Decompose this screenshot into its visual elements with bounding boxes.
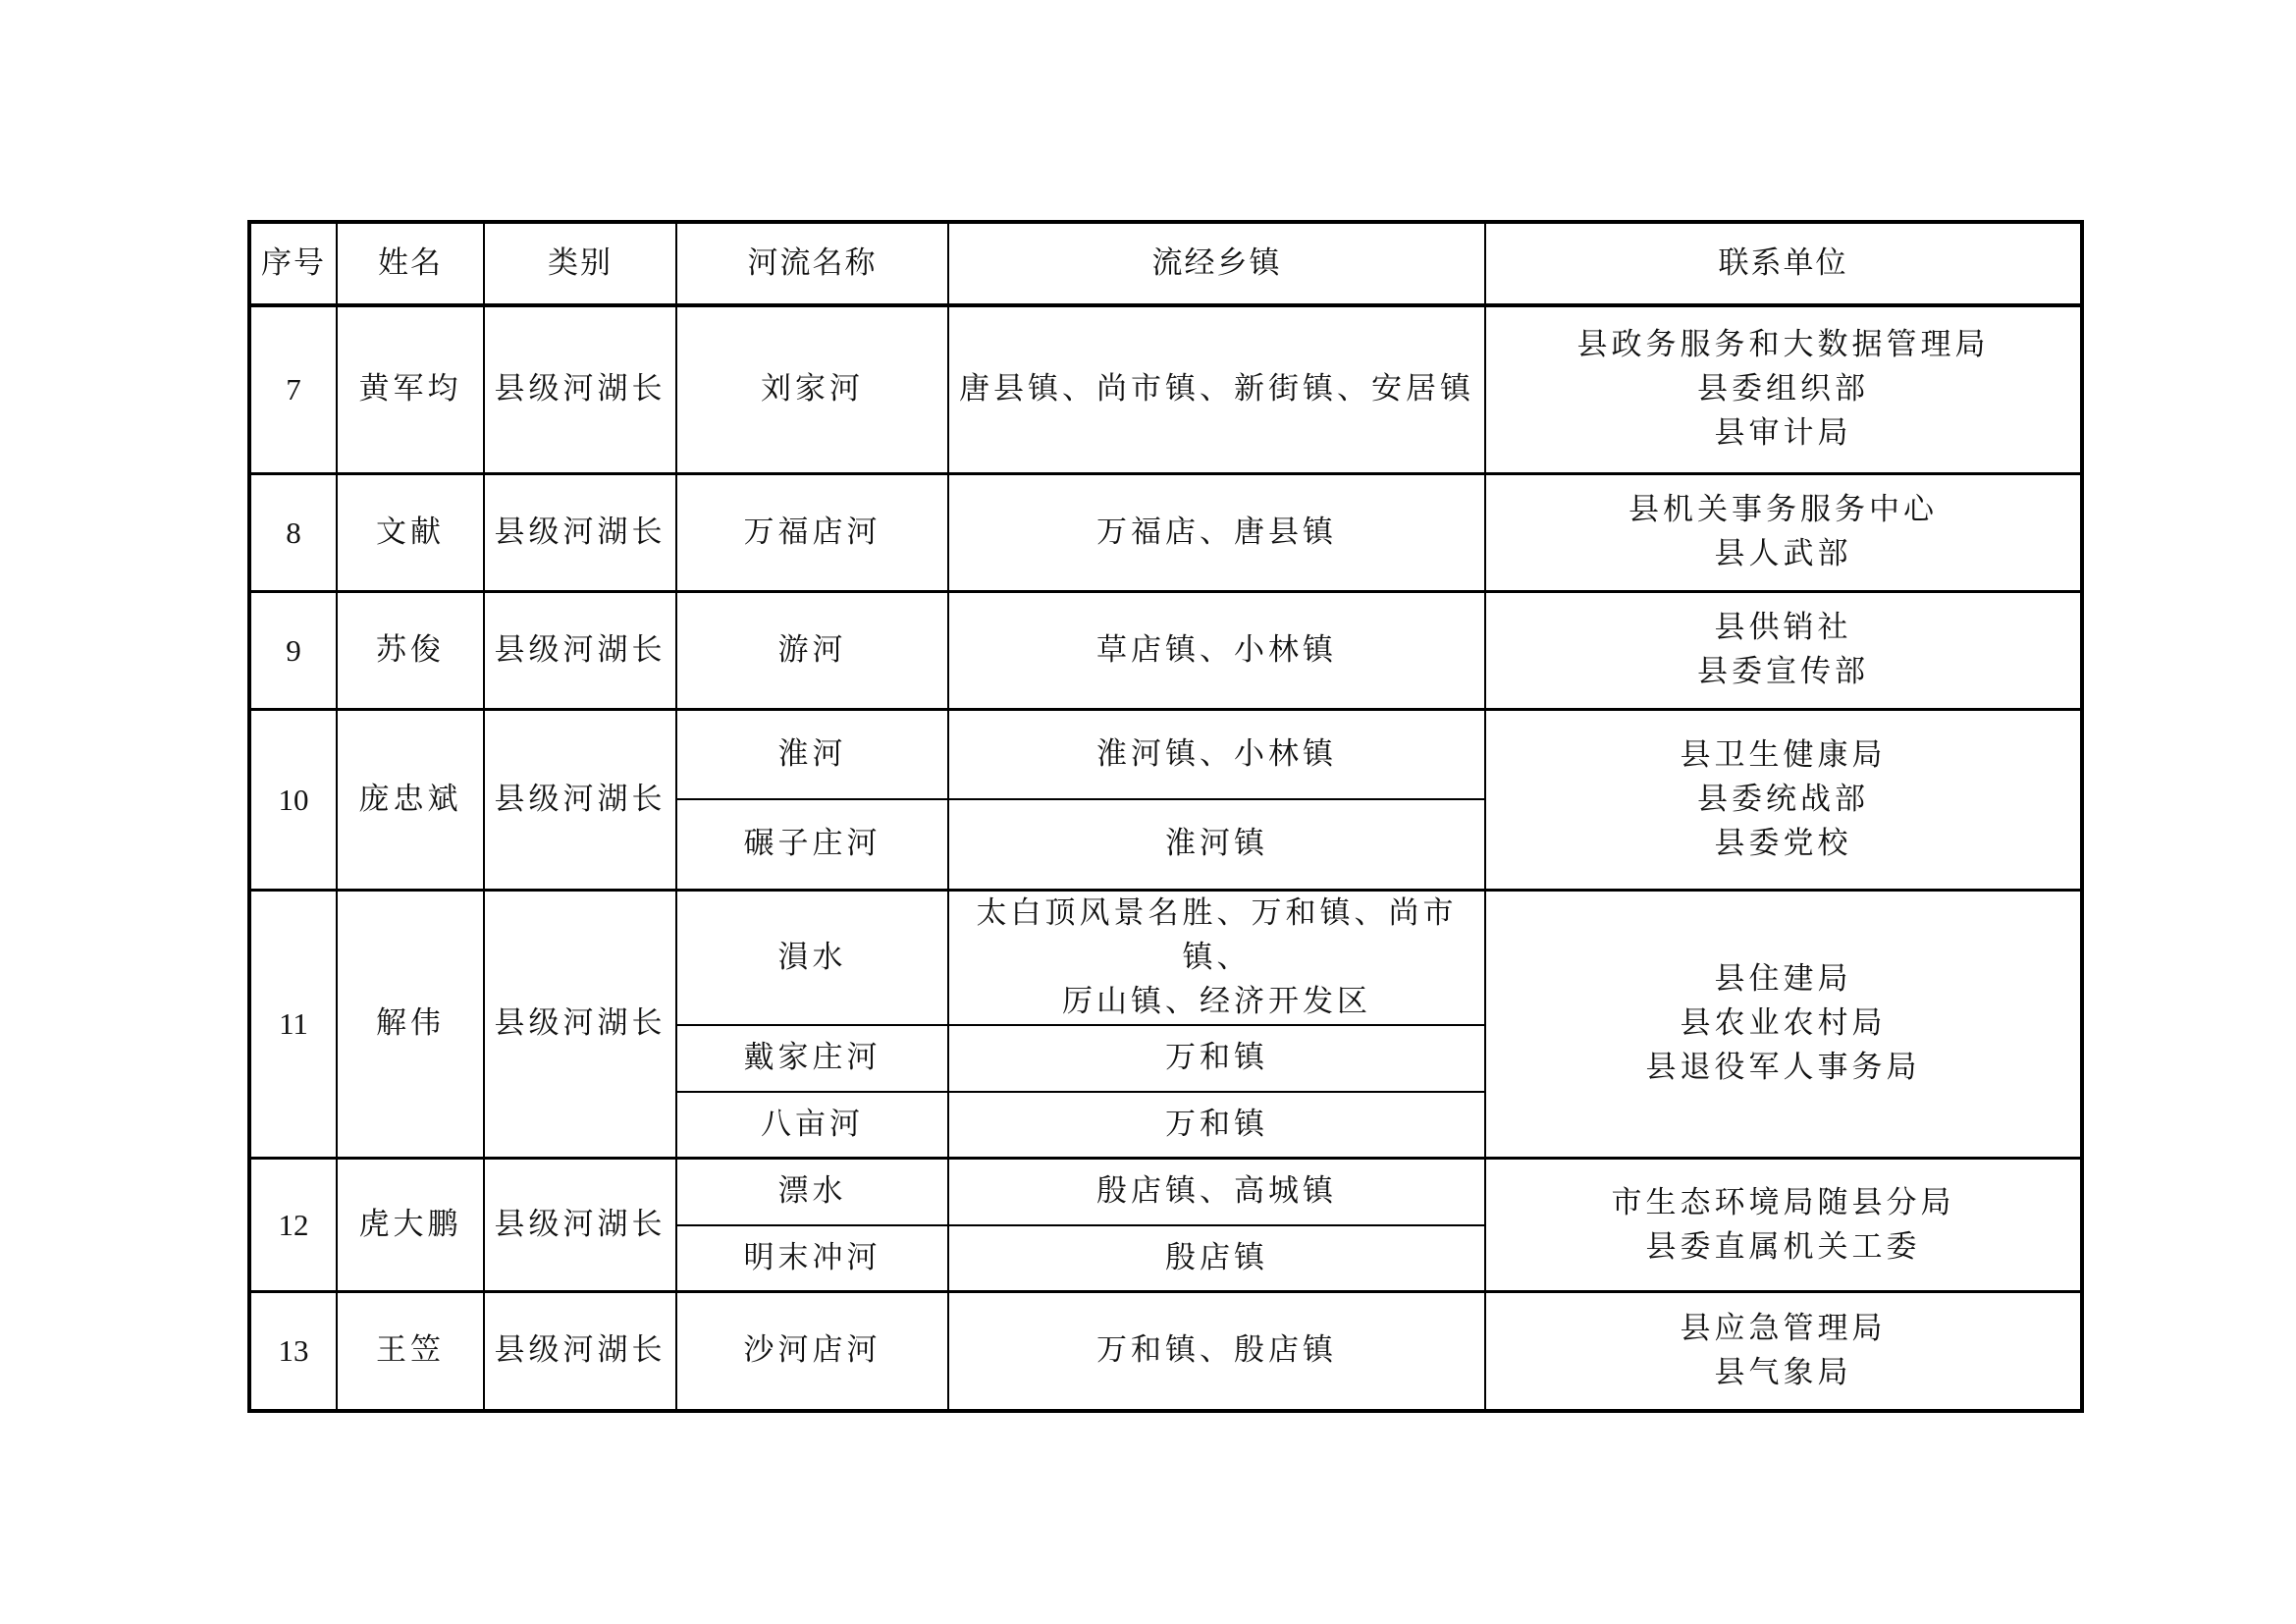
seq-cell: 7 [249, 305, 337, 473]
river-cell: 沙河店河 [676, 1292, 948, 1411]
river-cell: 刘家河 [676, 305, 948, 473]
contact-cell [1485, 305, 2082, 473]
towns-line: 殷店镇、高城镇 [1096, 1173, 1337, 1210]
contact-cell [1485, 1292, 2082, 1411]
towns-line: 万和镇 [1165, 1106, 1268, 1142]
category-cell: 县级河湖长 [484, 305, 676, 473]
category-cell: 县级河湖长 [484, 1292, 676, 1411]
towns-line: 太白顶风景名胜、万和镇、尚市镇、 [976, 894, 1458, 975]
towns-line: 殷店镇 [1165, 1239, 1268, 1275]
contact-line: 县供销社 [1714, 610, 1852, 645]
header-contact: 联系单位 [1485, 222, 2082, 305]
name-cell: 王笠 [337, 1292, 484, 1411]
contact-line: 县住建局 [1714, 961, 1852, 998]
towns-line: 万和镇、殷店镇 [1096, 1332, 1337, 1369]
towns-cell [948, 890, 1485, 1025]
contact-line: 县委组织部 [1697, 371, 1869, 407]
river-cell: 溳水 [676, 890, 948, 1025]
contact-cell [1485, 890, 2082, 1159]
contact-line: 县审计局 [1714, 415, 1852, 452]
name-cell: 苏俊 [337, 591, 484, 709]
table-row [249, 305, 2082, 473]
river-cell: 戴家庄河 [676, 1025, 948, 1092]
name-cell: 文献 [337, 473, 484, 591]
contact-line: 县委统战部 [1697, 781, 1869, 817]
river-cell: 碾子庄河 [676, 799, 948, 890]
table-row [249, 473, 2082, 591]
header-seq: 序号 [249, 222, 337, 305]
contact-line: 县应急管理局 [1680, 1310, 1887, 1346]
towns-line: 万和镇 [1165, 1040, 1268, 1075]
table-row [249, 1159, 2082, 1225]
seq-cell: 9 [249, 591, 337, 709]
name-cell: 虎大鹏 [337, 1159, 484, 1292]
contact-line: 县机关事务服务中心 [1629, 492, 1938, 527]
river-cell: 淮河 [676, 709, 948, 799]
contact-line: 县农业农村局 [1680, 1005, 1887, 1042]
header-river: 河流名称 [676, 222, 948, 305]
name-cell: 解伟 [337, 890, 484, 1159]
contact-line: 市生态环境局随县分局 [1611, 1184, 1955, 1220]
towns-line: 唐县镇、尚市镇、新街镇、安居镇 [959, 371, 1474, 407]
river-cell: 万福店河 [676, 473, 948, 591]
river-cell: 游河 [676, 591, 948, 709]
seq-cell: 11 [249, 890, 337, 1159]
seq-cell: 12 [249, 1159, 337, 1292]
contact-cell [1485, 709, 2082, 890]
category-cell: 县级河湖长 [484, 709, 676, 890]
contact-cell [1485, 591, 2082, 709]
contact-line: 县委直属机关工委 [1645, 1228, 1921, 1265]
river-cell: 八亩河 [676, 1092, 948, 1159]
towns-cell [948, 709, 1485, 799]
river-cell: 漂水 [676, 1159, 948, 1225]
header-category: 类别 [484, 222, 676, 305]
seq-cell: 8 [249, 473, 337, 591]
seq-cell: 10 [249, 709, 337, 890]
contact-cell [1485, 473, 2082, 591]
towns-cell [948, 1025, 1485, 1092]
towns-cell [948, 799, 1485, 890]
table-row [249, 709, 2082, 799]
name-cell: 庞忠斌 [337, 709, 484, 890]
table-row [249, 591, 2082, 709]
table-row [249, 1292, 2082, 1411]
river-cell: 明末冲河 [676, 1225, 948, 1292]
header-towns: 流经乡镇 [948, 222, 1485, 305]
towns-line: 厉山镇、经济开发区 [1062, 983, 1371, 1019]
towns-cell [948, 1225, 1485, 1292]
table-body [249, 305, 2082, 1411]
contact-line: 县气象局 [1714, 1354, 1852, 1390]
seq-cell: 13 [249, 1292, 337, 1411]
contact-line: 县政务服务和大数据管理局 [1576, 327, 1990, 363]
category-cell: 县级河湖长 [484, 591, 676, 709]
towns-line: 淮河镇、小林镇 [1096, 735, 1337, 772]
contact-line: 县卫生健康局 [1680, 736, 1887, 773]
contact-line: 县委宣传部 [1697, 654, 1869, 689]
contact-line: 县退役军人事务局 [1645, 1050, 1921, 1086]
river-chief-table [247, 220, 2084, 1413]
table-header [249, 222, 2082, 305]
towns-cell [948, 473, 1485, 591]
towns-line: 淮河镇 [1165, 826, 1268, 862]
name-cell: 黄军均 [337, 305, 484, 473]
header-row [249, 222, 2082, 305]
towns-cell [948, 591, 1485, 709]
category-cell: 县级河湖长 [484, 1159, 676, 1292]
towns-cell [948, 305, 1485, 473]
towns-cell [948, 1159, 1485, 1225]
table-row [249, 890, 2082, 1025]
contact-line: 县委党校 [1714, 825, 1852, 861]
towns-line: 草店镇、小林镇 [1096, 631, 1337, 668]
header-name: 姓名 [337, 222, 484, 305]
contact-cell [1485, 1159, 2082, 1292]
towns-cell [948, 1092, 1485, 1159]
towns-cell [948, 1292, 1485, 1411]
category-cell: 县级河湖长 [484, 473, 676, 591]
contact-line: 县人武部 [1714, 536, 1852, 571]
towns-line: 万福店、唐县镇 [1096, 514, 1337, 550]
category-cell: 县级河湖长 [484, 890, 676, 1159]
